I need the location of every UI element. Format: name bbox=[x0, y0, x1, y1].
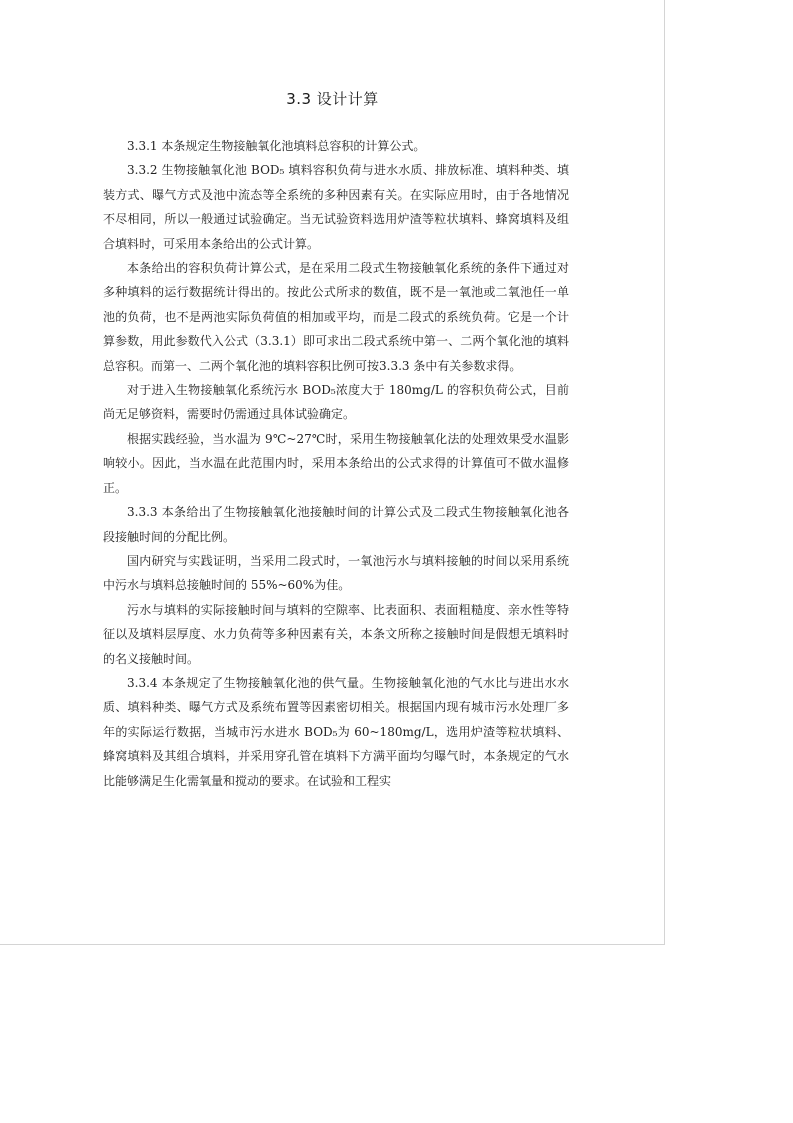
paragraph-nominal-contact-time: 污水与填料的实际接触时间与填料的空隙率、比表面积、表面粗糙度、亲水性等特征以及填料层厚度、水力负荷等多种因素有关，本条文所称之接触时间是假想无填料时的名义接触时间。 bbox=[103, 602, 569, 666]
paragraph-3-3-3: 3.3.3 本条给出了生物接触氧化池接触时间的计算公式及二段式生物接触氧化池各段接触时间的分配比例。 bbox=[103, 505, 569, 544]
paragraph-3-3-4: 3.3.4 本条规定了生物接触氧化池的供气量。生物接触氧化池的气水比与进出水水质、填料种类、曝气方式及系统布置等因素密切相关。根据国内现有城市污水处理厂多年的实际运行数据，当城市污水进水 BOD₅为 60~180mg/L，选用炉渣等粒状填料、蜂窝填料及其组合填料，并采用穿孔管在填料下方满平面均匀曝气时，本条规定的气水比能够满足生化需氧量和搅动的要求。在试验和工程实 bbox=[103, 675, 569, 788]
section-title: 3.3 设计计算 bbox=[286, 90, 379, 108]
paragraph-high-bod: 对于进入生物接触氧化系统污水 BOD₅浓度大于 180mg/L 的容积负荷公式，目前尚无足够资料，需要时仍需通过具体试验确定。 bbox=[103, 383, 569, 422]
paragraph-water-temperature: 根据实践经验，当水温为 9℃~27℃时，采用生物接触氧化法的处理效果受水温影响较小。因此，当水温在此范围内时，采用本条给出的公式求得的计算值可不做水温修正。 bbox=[103, 431, 569, 495]
paragraph-load-formula: 本条给出的容积负荷计算公式，是在采用二段式生物接触氧化系统的条件下通过对多种填料的运行数据统计得出的。按此公式所求的数值，既不是一氧池或二氧池任一单池的负荷，也不是两池实际负荷值的相加或平均，而是二段式的系统负荷。它是一个计算参数，用此参数代入公式（3.3.1）即可求出二段式系统中第一、二两个氧化池的填料总容积。而第一、二两个氧化池的填料容积比例可按3.3.3 条中有关参数求得。 bbox=[103, 261, 569, 373]
body-text bbox=[103, 134, 569, 793]
paragraph-3-3-1: 3.3.1 本条规定生物接触氧化池填料总容积的计算公式。 bbox=[127, 139, 426, 153]
paragraph-3-3-2: 3.3.2 生物接触氧化池 BOD₅ 填料容积负荷与进水水质、排放标准、填料种类、填装方式、曝气方式及池中流态等全系统的多种因素有关。在实际应用时，由于各地情况不尽相同，所以一般通过试验确定。当无试验资料选用炉渣等粒状填料、蜂窝填料及组合填料时，可采用本条给出的公式计算。 bbox=[103, 163, 569, 251]
paragraph-contact-time-ratio: 国内研究与实践证明，当采用二段式时，一氧池污水与填料接触的时间以采用系统中污水与填料总接触时间的 55%~60%为佳。 bbox=[103, 553, 569, 593]
